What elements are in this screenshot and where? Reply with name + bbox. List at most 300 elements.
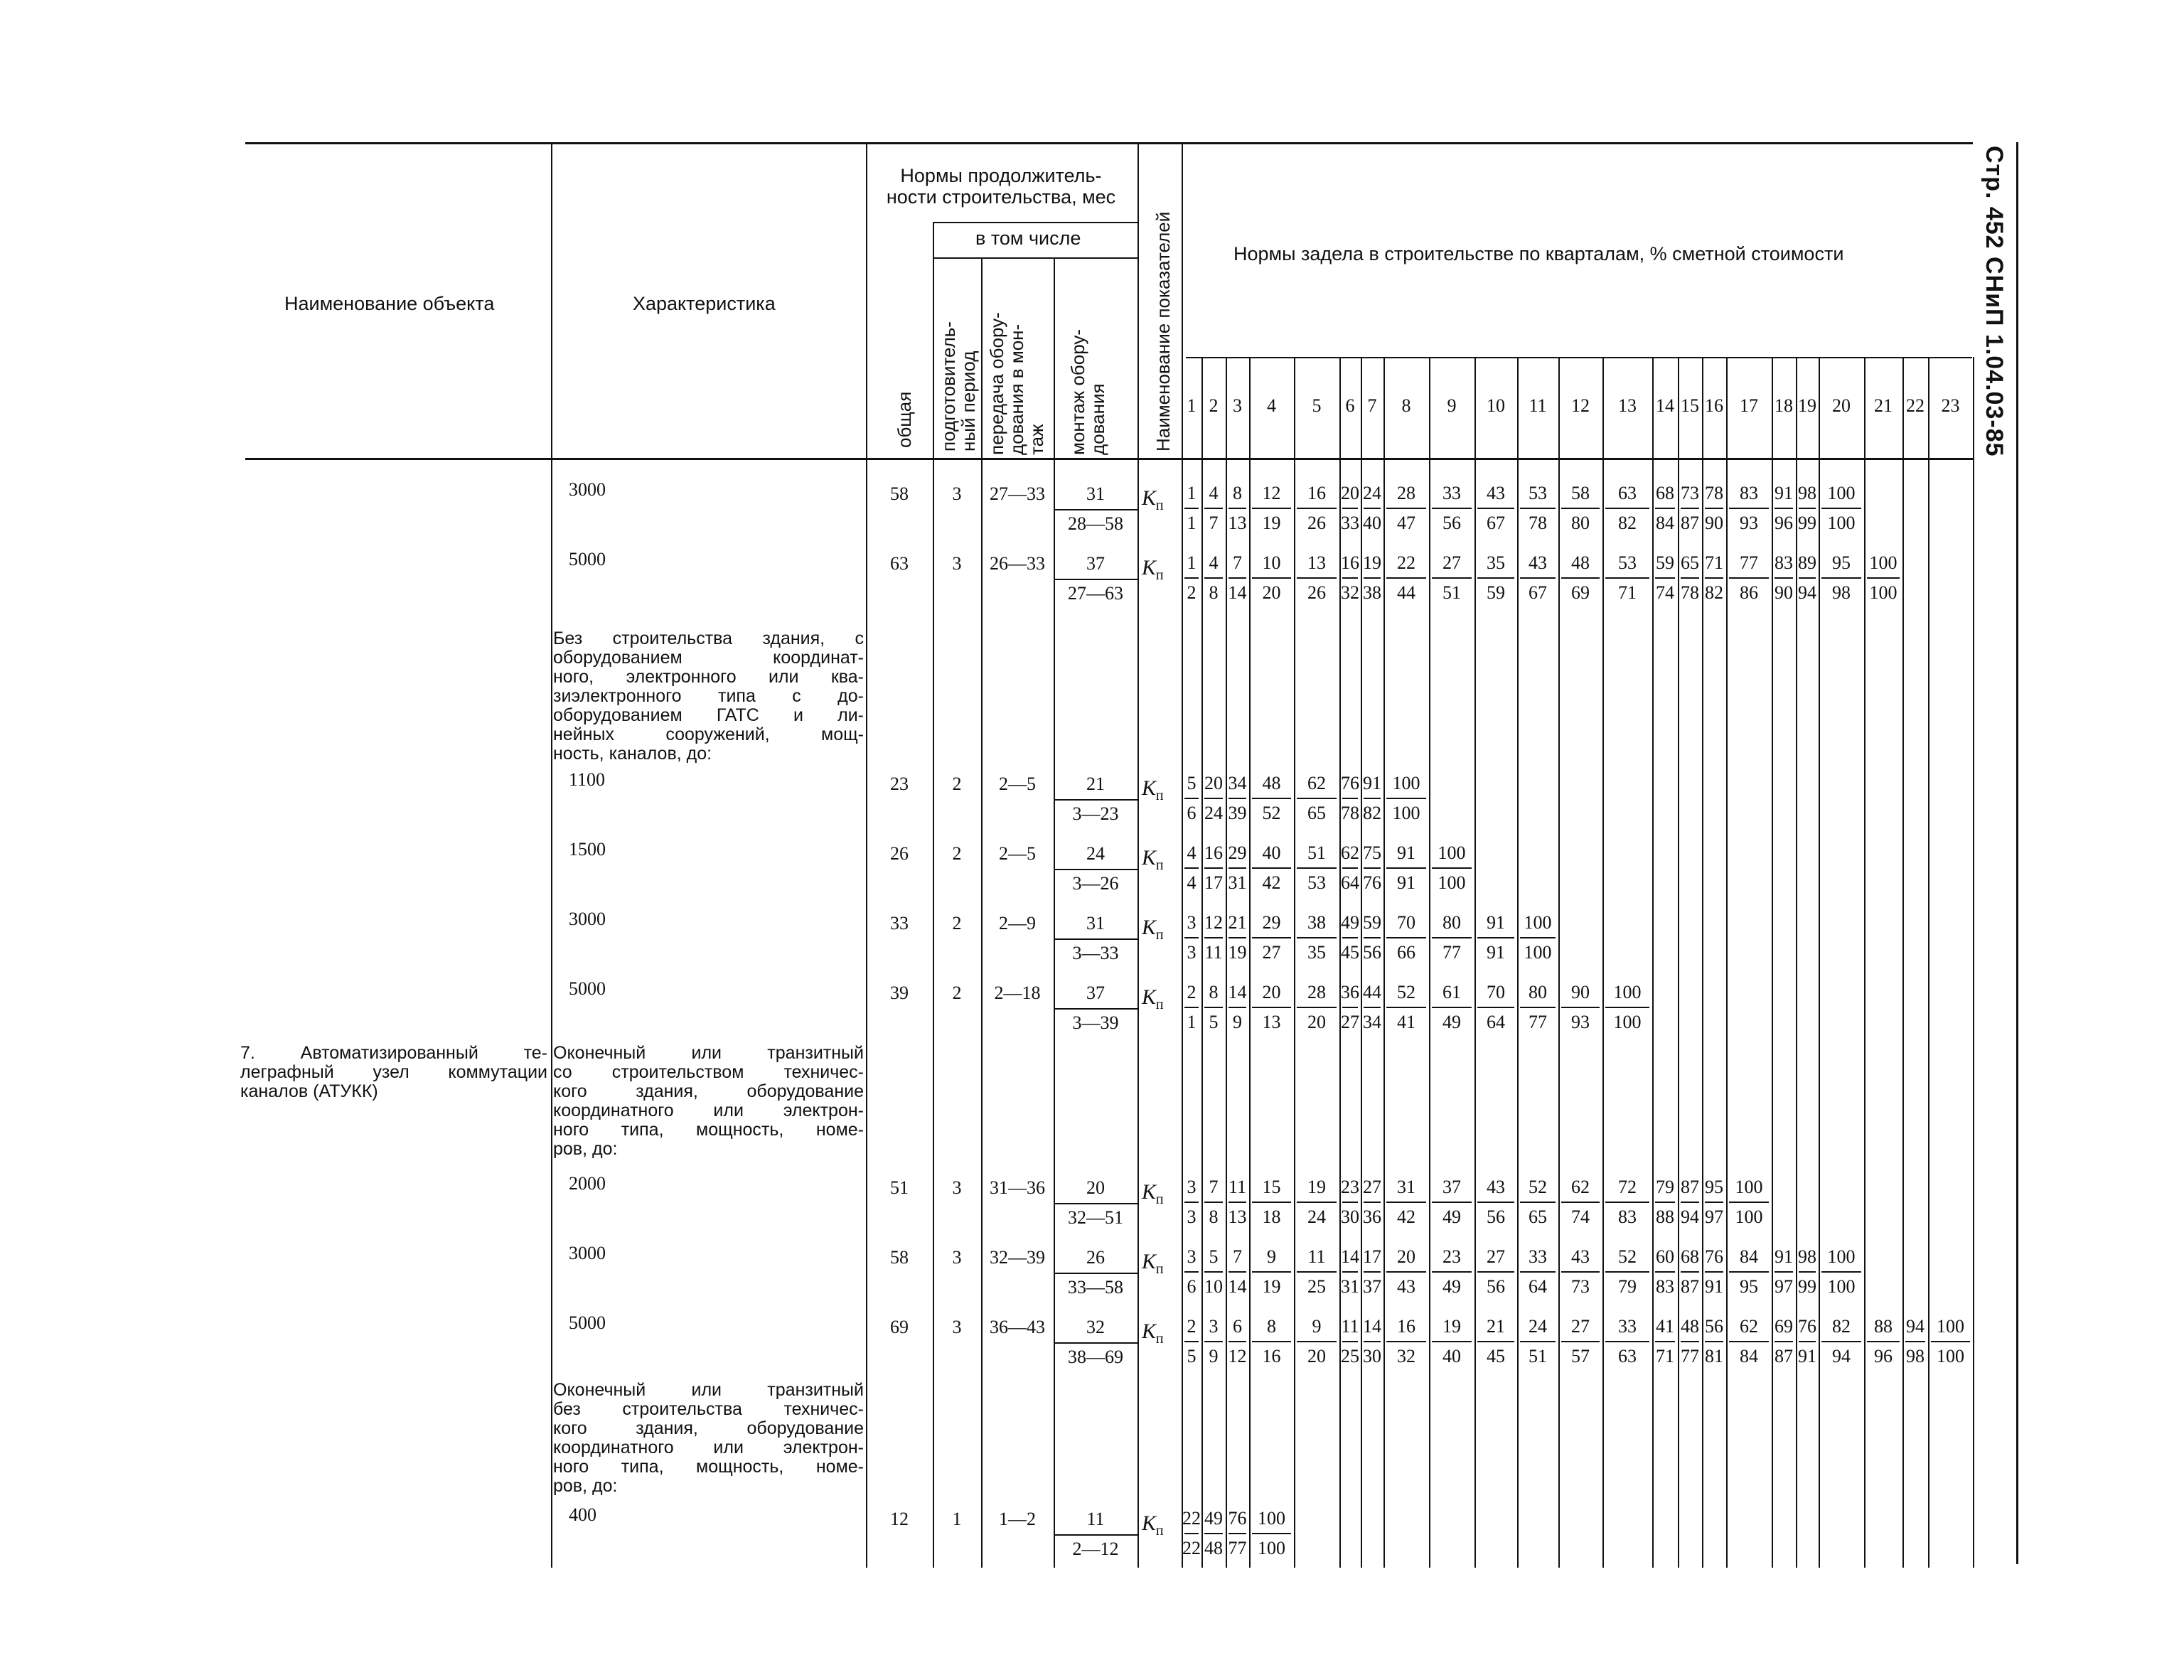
backlog-fraction-bar xyxy=(1477,937,1514,938)
backlog-value-q13-cumulative: 71 xyxy=(1618,582,1637,603)
description-with-building: Оконечный или транзитный со строительством техничес- кого здания, оборудование координатного или электрон- ного типа, мощность, номе- ров, до: xyxy=(553,1043,864,1159)
backlog-fraction-bar xyxy=(1364,867,1381,869)
backlog-value-q21: 88 xyxy=(1874,1316,1893,1337)
backlog-value-q1-cumulative: 4 xyxy=(1187,872,1197,893)
backlog-value-q2-cumulative: 24 xyxy=(1204,803,1223,823)
indicator-kp: $К_п$ xyxy=(1142,1320,1164,1347)
backlog-value-q13: 63 xyxy=(1618,483,1637,503)
backlog-value-q5-cumulative: 35 xyxy=(1307,942,1326,963)
backlog-value-q12-cumulative: 80 xyxy=(1571,513,1590,533)
backlog-value-q5: 11 xyxy=(1307,1246,1326,1267)
backlog-value-q8-cumulative: 43 xyxy=(1397,1276,1415,1297)
backlog-fraction-bar xyxy=(1729,1341,1769,1342)
backlog-value-q20: 82 xyxy=(1832,1316,1851,1337)
backlog-value-q19-cumulative: 99 xyxy=(1798,513,1816,533)
backlog-fraction-bar xyxy=(1729,577,1769,579)
backlog-value-q14: 79 xyxy=(1656,1177,1674,1197)
header-prep-period: подготовитель- ный период xyxy=(938,321,979,451)
backlog-value-q11-cumulative: 51 xyxy=(1529,1346,1547,1366)
backlog-value-q2-cumulative: 9 xyxy=(1209,1346,1219,1366)
mounting-range: 32—51 xyxy=(1068,1207,1123,1228)
backlog-value-q16-cumulative: 81 xyxy=(1705,1346,1723,1366)
backlog-value-q10: 70 xyxy=(1487,982,1505,1002)
backlog-value-q4: 15 xyxy=(1262,1177,1281,1197)
backlog-fraction-bar xyxy=(1184,867,1199,869)
backlog-fraction-bar xyxy=(1204,937,1223,938)
backlog-value-q11: 24 xyxy=(1529,1316,1547,1337)
capacity-value: 3000 xyxy=(569,1243,606,1263)
backlog-fraction-bar xyxy=(1821,577,1861,579)
backlog-value-q7: 24 xyxy=(1363,483,1381,503)
backlog-fraction-bar xyxy=(1342,937,1358,938)
transfer-value: 32—39 xyxy=(990,1247,1045,1268)
backlog-value-q16: 95 xyxy=(1705,1177,1723,1197)
indicator-kp: $К_п$ xyxy=(1142,916,1164,943)
backlog-value-q1: 3 xyxy=(1187,1177,1197,1197)
backlog-value-q3: 6 xyxy=(1233,1316,1242,1337)
backlog-fraction-bar xyxy=(1252,937,1291,938)
backlog-value-q7-cumulative: 30 xyxy=(1363,1346,1381,1366)
backlog-fraction-bar xyxy=(1184,577,1199,579)
backlog-value-q18-cumulative: 97 xyxy=(1774,1276,1793,1297)
backlog-fraction-bar xyxy=(1228,1271,1246,1273)
quarter-header-9: 9 xyxy=(1447,395,1457,416)
backlog-fraction-bar xyxy=(1364,1007,1381,1008)
backlog-fraction-bar xyxy=(1705,508,1723,509)
backlog-fraction-bar xyxy=(1432,1007,1472,1008)
prep-period-value: 3 xyxy=(952,1317,962,1337)
indicator-kp: $К_п$ xyxy=(1142,985,1164,1012)
backlog-fraction-bar xyxy=(1774,577,1793,579)
backlog-value-q7: 44 xyxy=(1363,982,1381,1002)
backlog-value-q12: 90 xyxy=(1571,982,1590,1002)
mounting-value: 37 xyxy=(1086,553,1105,574)
mounting-range: 2—12 xyxy=(1072,1539,1119,1559)
backlog-value-q5: 16 xyxy=(1307,483,1326,503)
quarter-header-1: 1 xyxy=(1187,395,1197,416)
backlog-value-q9: 100 xyxy=(1438,842,1466,863)
backlog-fraction-bar xyxy=(1252,508,1291,509)
backlog-value-q10: 21 xyxy=(1487,1316,1505,1337)
backlog-value-q9: 80 xyxy=(1442,912,1461,933)
backlog-value-q13-cumulative: 100 xyxy=(1613,1012,1642,1032)
backlog-fraction-bar xyxy=(1432,1271,1472,1273)
backlog-fraction-bar xyxy=(1297,1271,1337,1273)
backlog-fraction-bar xyxy=(1364,577,1381,579)
backlog-value-q10: 35 xyxy=(1487,552,1505,573)
backlog-fraction-bar xyxy=(1364,937,1381,938)
backlog-value-q5-cumulative: 53 xyxy=(1307,872,1326,893)
mounting-range: 3—23 xyxy=(1072,803,1119,824)
mounting-range: 3—26 xyxy=(1072,873,1119,894)
backlog-value-q4-cumulative: 18 xyxy=(1262,1207,1281,1227)
quarter-header-10: 10 xyxy=(1487,395,1505,416)
backlog-value-q7-cumulative: 36 xyxy=(1363,1207,1381,1227)
backlog-value-q11-cumulative: 67 xyxy=(1529,582,1547,603)
quarter-header-8: 8 xyxy=(1401,395,1411,416)
backlog-value-q3: 7 xyxy=(1233,1246,1242,1267)
backlog-value-q9: 27 xyxy=(1442,552,1461,573)
backlog-fraction-bar xyxy=(1342,867,1358,869)
backlog-fraction-bar xyxy=(1386,1007,1426,1008)
quarter-header-2: 2 xyxy=(1209,395,1219,416)
header-duration-group: Нормы продолжитель- ности строительства, мес xyxy=(886,165,1116,208)
backlog-value-q10-cumulative: 91 xyxy=(1487,942,1505,963)
backlog-fraction-bar xyxy=(1342,798,1358,799)
backlog-fraction-bar xyxy=(1228,577,1246,579)
backlog-value-q19: 89 xyxy=(1798,552,1816,573)
backlog-fraction-bar xyxy=(1799,1271,1816,1273)
backlog-value-q12: 48 xyxy=(1571,552,1590,573)
quarter-header-7: 7 xyxy=(1367,395,1377,416)
backlog-fraction-bar xyxy=(1252,1202,1291,1203)
backlog-value-q18-cumulative: 90 xyxy=(1774,582,1793,603)
backlog-value-q16-cumulative: 82 xyxy=(1705,582,1723,603)
backlog-value-q4-cumulative: 52 xyxy=(1262,803,1281,823)
backlog-fraction-bar xyxy=(1297,798,1337,799)
backlog-fraction-bar xyxy=(1605,508,1649,509)
backlog-value-q13-cumulative: 79 xyxy=(1618,1276,1637,1297)
capacity-value: 400 xyxy=(569,1504,596,1525)
mounting-fraction-bar xyxy=(1054,1203,1138,1204)
backlog-value-q13: 72 xyxy=(1618,1177,1637,1197)
backlog-value-q3: 8 xyxy=(1233,483,1242,503)
backlog-fraction-bar xyxy=(1729,508,1769,509)
backlog-fraction-bar xyxy=(1681,508,1699,509)
backlog-value-q4: 100 xyxy=(1258,1508,1285,1529)
backlog-fraction-bar xyxy=(1681,1341,1699,1342)
backlog-fraction-bar xyxy=(1655,1271,1675,1273)
backlog-value-q19: 98 xyxy=(1798,1246,1816,1267)
backlog-value-q17: 84 xyxy=(1740,1246,1758,1267)
backlog-value-q9-cumulative: 49 xyxy=(1442,1276,1461,1297)
backlog-value-q17-cumulative: 93 xyxy=(1740,513,1758,533)
backlog-value-q2-cumulative: 17 xyxy=(1204,872,1223,893)
backlog-value-q12-cumulative: 74 xyxy=(1571,1207,1590,1227)
backlog-value-q22-cumulative: 98 xyxy=(1906,1346,1925,1366)
backlog-value-q14-cumulative: 88 xyxy=(1656,1207,1674,1227)
backlog-fraction-bar xyxy=(1342,1271,1358,1273)
backlog-value-q5: 28 xyxy=(1307,982,1326,1002)
backlog-value-q16-cumulative: 97 xyxy=(1705,1207,1723,1227)
backlog-value-q10-cumulative: 56 xyxy=(1487,1276,1505,1297)
backlog-fraction-bar xyxy=(1605,577,1649,579)
backlog-value-q18-cumulative: 87 xyxy=(1774,1346,1793,1366)
quarter-header-17: 17 xyxy=(1740,395,1758,416)
backlog-fraction-bar xyxy=(1364,798,1381,799)
backlog-value-q3: 34 xyxy=(1228,773,1247,793)
backlog-value-q3-cumulative: 12 xyxy=(1228,1346,1247,1366)
backlog-fraction-bar xyxy=(1228,508,1246,509)
backlog-value-q1: 3 xyxy=(1187,912,1197,933)
backlog-value-q10-cumulative: 67 xyxy=(1487,513,1505,533)
backlog-value-q18: 69 xyxy=(1774,1316,1793,1337)
backlog-value-q9-cumulative: 56 xyxy=(1442,513,1461,533)
transfer-value: 2—9 xyxy=(999,913,1036,933)
backlog-value-q5-cumulative: 65 xyxy=(1307,803,1326,823)
backlog-value-q17: 62 xyxy=(1740,1316,1758,1337)
backlog-value-q4-cumulative: 27 xyxy=(1262,942,1281,963)
backlog-value-q9-cumulative: 49 xyxy=(1442,1012,1461,1032)
prep-period-value: 3 xyxy=(952,1177,962,1198)
backlog-fraction-bar xyxy=(1821,1271,1861,1273)
backlog-value-q1-cumulative: 5 xyxy=(1187,1346,1197,1366)
prep-period-value: 3 xyxy=(952,483,962,504)
backlog-value-q17-cumulative: 84 xyxy=(1740,1346,1758,1366)
backlog-value-q3-cumulative: 14 xyxy=(1228,1276,1247,1297)
mounting-fraction-bar xyxy=(1054,509,1138,510)
backlog-fraction-bar xyxy=(1184,1271,1199,1273)
backlog-fraction-bar xyxy=(1342,1007,1358,1008)
backlog-fraction-bar xyxy=(1297,508,1337,509)
backlog-fraction-bar xyxy=(1342,508,1358,509)
backlog-fraction-bar xyxy=(1520,1271,1556,1273)
backlog-value-q6-cumulative: 64 xyxy=(1341,872,1359,893)
backlog-fraction-bar xyxy=(1364,1202,1381,1203)
backlog-value-q4: 20 xyxy=(1262,982,1281,1002)
backlog-fraction-bar xyxy=(1681,1202,1699,1203)
backlog-value-q8: 20 xyxy=(1397,1246,1415,1267)
backlog-value-q15-cumulative: 87 xyxy=(1681,513,1699,533)
backlog-fraction-bar xyxy=(1252,1533,1291,1534)
mounting-fraction-bar xyxy=(1054,869,1138,870)
backlog-fraction-bar xyxy=(1342,577,1358,579)
backlog-value-q19: 98 xyxy=(1798,483,1816,503)
backlog-fraction-bar xyxy=(1432,867,1472,869)
backlog-value-q1-cumulative: 6 xyxy=(1187,803,1197,823)
backlog-value-q2: 20 xyxy=(1204,773,1223,793)
description-without-building: Оконечный или транзитный без строительства техничес- кого здания, оборудование координатного или электрон- ного типа, мощность, номе- ров, до: xyxy=(553,1380,864,1496)
backlog-fraction-bar xyxy=(1204,1341,1223,1342)
backlog-fraction-bar xyxy=(1655,577,1675,579)
backlog-value-q6: 49 xyxy=(1341,912,1359,933)
backlog-fraction-bar xyxy=(1252,798,1291,799)
quarter-header-20: 20 xyxy=(1832,395,1851,416)
quarter-header-21: 21 xyxy=(1874,395,1893,416)
backlog-value-q8-cumulative: 42 xyxy=(1397,1207,1415,1227)
indicator-kp: $К_п$ xyxy=(1142,846,1164,873)
backlog-fraction-bar xyxy=(1386,798,1426,799)
backlog-value-q14: 59 xyxy=(1656,552,1674,573)
backlog-fraction-bar xyxy=(1204,798,1223,799)
backlog-value-q18-cumulative: 96 xyxy=(1774,513,1793,533)
backlog-value-q8: 28 xyxy=(1397,483,1415,503)
backlog-value-q2-cumulative: 7 xyxy=(1209,513,1219,533)
mounting-range: 3—33 xyxy=(1072,943,1119,963)
mounting-value: 20 xyxy=(1086,1177,1105,1198)
backlog-fraction-bar xyxy=(1561,1271,1600,1273)
backlog-fraction-bar xyxy=(1477,1341,1514,1342)
backlog-fraction-bar xyxy=(1477,577,1514,579)
backlog-value-q18: 91 xyxy=(1774,483,1793,503)
backlog-value-q17: 100 xyxy=(1735,1177,1763,1197)
backlog-value-q6: 62 xyxy=(1341,842,1359,863)
mounting-value: 32 xyxy=(1086,1317,1105,1337)
backlog-value-q12: 58 xyxy=(1571,483,1590,503)
capacity-value: 5000 xyxy=(569,549,606,569)
backlog-value-q8-cumulative: 91 xyxy=(1397,872,1415,893)
backlog-value-q11-cumulative: 100 xyxy=(1524,942,1552,963)
backlog-value-q17-cumulative: 100 xyxy=(1735,1207,1763,1227)
backlog-value-q9-cumulative: 77 xyxy=(1442,942,1461,963)
backlog-value-q15-cumulative: 78 xyxy=(1681,582,1699,603)
backlog-fraction-bar xyxy=(1204,1533,1223,1534)
backlog-fraction-bar xyxy=(1228,798,1246,799)
duration-total: 23 xyxy=(890,774,909,794)
backlog-fraction-bar xyxy=(1252,1007,1291,1008)
backlog-value-q8: 70 xyxy=(1397,912,1415,933)
backlog-fraction-bar xyxy=(1655,1202,1675,1203)
backlog-value-q8: 16 xyxy=(1397,1316,1415,1337)
mounting-range: 28—58 xyxy=(1068,513,1123,534)
duration-total: 33 xyxy=(890,913,909,933)
backlog-value-q17-cumulative: 86 xyxy=(1740,582,1758,603)
backlog-fraction-bar xyxy=(1774,1271,1793,1273)
header-object-name: Наименование объекта xyxy=(284,293,495,314)
quarter-header-6: 6 xyxy=(1345,395,1355,416)
backlog-fraction-bar xyxy=(1432,1341,1472,1342)
backlog-fraction-bar xyxy=(1364,508,1381,509)
backlog-fraction-bar xyxy=(1655,1341,1675,1342)
backlog-value-q4: 29 xyxy=(1262,912,1281,933)
backlog-value-q11: 52 xyxy=(1529,1177,1547,1197)
quarter-header-3: 3 xyxy=(1233,395,1242,416)
backlog-fraction-bar xyxy=(1184,937,1199,938)
backlog-value-q12-cumulative: 69 xyxy=(1571,582,1590,603)
backlog-value-q1-cumulative: 3 xyxy=(1187,1207,1197,1227)
duration-total: 12 xyxy=(890,1509,909,1529)
indicator-kp: $К_п$ xyxy=(1142,1250,1164,1277)
backlog-value-q13: 33 xyxy=(1618,1316,1637,1337)
indicator-kp: $К_п$ xyxy=(1142,486,1164,513)
backlog-value-q14-cumulative: 74 xyxy=(1656,582,1674,603)
backlog-value-q11: 53 xyxy=(1529,483,1547,503)
backlog-fraction-bar xyxy=(1681,1271,1699,1273)
duration-total: 58 xyxy=(890,1247,909,1268)
backlog-value-q4: 10 xyxy=(1262,552,1281,573)
backlog-value-q7-cumulative: 34 xyxy=(1363,1012,1381,1032)
transfer-value: 36—43 xyxy=(990,1317,1045,1337)
backlog-fraction-bar xyxy=(1297,1202,1337,1203)
backlog-fraction-bar xyxy=(1386,1202,1426,1203)
backlog-fraction-bar xyxy=(1705,1202,1723,1203)
prep-period-value: 2 xyxy=(952,913,962,933)
backlog-value-q2-cumulative: 48 xyxy=(1204,1538,1223,1558)
backlog-fraction-bar xyxy=(1477,1202,1514,1203)
backlog-value-q11-cumulative: 78 xyxy=(1529,513,1547,533)
backlog-value-q3-cumulative: 19 xyxy=(1228,942,1247,963)
backlog-value-q9: 37 xyxy=(1442,1177,1461,1197)
backlog-fraction-bar xyxy=(1228,1341,1246,1342)
backlog-value-q9-cumulative: 49 xyxy=(1442,1207,1461,1227)
backlog-value-q2: 8 xyxy=(1209,982,1219,1002)
backlog-fraction-bar xyxy=(1228,867,1246,869)
backlog-fraction-bar xyxy=(1432,1202,1472,1203)
backlog-fraction-bar xyxy=(1821,1341,1861,1342)
backlog-fraction-bar xyxy=(1477,508,1514,509)
backlog-value-q3-cumulative: 31 xyxy=(1228,872,1247,893)
backlog-value-q9-cumulative: 100 xyxy=(1438,872,1466,893)
mounting-range: 27—63 xyxy=(1068,583,1123,604)
backlog-fraction-bar xyxy=(1520,1007,1556,1008)
transfer-value: 2—18 xyxy=(994,983,1041,1003)
backlog-fraction-bar xyxy=(1931,1341,1970,1342)
backlog-value-q8: 31 xyxy=(1397,1177,1415,1197)
backlog-value-q6: 23 xyxy=(1341,1177,1359,1197)
backlog-fraction-bar xyxy=(1386,508,1426,509)
mounting-value: 11 xyxy=(1086,1509,1105,1529)
backlog-fraction-bar xyxy=(1561,1341,1600,1342)
backlog-fraction-bar xyxy=(1729,1202,1769,1203)
duration-total: 39 xyxy=(890,983,909,1003)
transfer-value: 31—36 xyxy=(990,1177,1045,1198)
backlog-fraction-bar xyxy=(1561,1202,1600,1203)
backlog-value-q12: 27 xyxy=(1571,1316,1590,1337)
backlog-value-q2: 4 xyxy=(1209,483,1219,503)
backlog-fraction-bar xyxy=(1184,1341,1199,1342)
backlog-value-q12-cumulative: 93 xyxy=(1571,1012,1590,1032)
backlog-value-q7-cumulative: 56 xyxy=(1363,942,1381,963)
backlog-value-q3-cumulative: 77 xyxy=(1228,1538,1247,1558)
backlog-fraction-bar xyxy=(1342,1341,1358,1342)
quarter-header-23: 23 xyxy=(1941,395,1960,416)
backlog-value-q15: 48 xyxy=(1681,1316,1699,1337)
backlog-value-q3-cumulative: 14 xyxy=(1228,582,1247,603)
backlog-value-q17-cumulative: 95 xyxy=(1740,1276,1758,1297)
backlog-value-q4-cumulative: 13 xyxy=(1262,1012,1281,1032)
backlog-value-q4: 8 xyxy=(1267,1316,1276,1337)
backlog-fraction-bar xyxy=(1297,577,1337,579)
backlog-value-q10-cumulative: 56 xyxy=(1487,1207,1505,1227)
backlog-value-q7: 75 xyxy=(1363,842,1381,863)
transfer-value: 2—5 xyxy=(999,774,1036,794)
quarter-header-22: 22 xyxy=(1906,395,1925,416)
backlog-value-q6: 76 xyxy=(1341,773,1359,793)
backlog-value-q5: 9 xyxy=(1312,1316,1322,1337)
backlog-fraction-bar xyxy=(1184,1533,1199,1534)
backlog-value-q6-cumulative: 78 xyxy=(1341,803,1359,823)
mounting-fraction-bar xyxy=(1054,579,1138,580)
backlog-fraction-bar xyxy=(1432,577,1472,579)
backlog-value-q1: 1 xyxy=(1187,552,1197,573)
description-no-building: Без строительства здания, с оборудованием координат- ного, электронного или ква- зиэлектронного типа с до- оборудованием ГАТС и ли- нейных сооружений, мощ- ность, каналов, до: xyxy=(553,628,864,764)
backlog-value-q20-cumulative: 100 xyxy=(1827,513,1856,533)
backlog-value-q6-cumulative: 27 xyxy=(1341,1012,1359,1032)
prep-period-value: 3 xyxy=(952,1247,962,1268)
backlog-value-q9: 19 xyxy=(1442,1316,1461,1337)
backlog-value-q8-cumulative: 32 xyxy=(1397,1346,1415,1366)
quarter-header-13: 13 xyxy=(1618,395,1637,416)
backlog-value-q4-cumulative: 20 xyxy=(1262,582,1281,603)
backlog-fraction-bar xyxy=(1799,577,1816,579)
backlog-value-q10: 43 xyxy=(1487,483,1505,503)
transfer-value: 26—33 xyxy=(990,553,1045,574)
backlog-value-q3: 14 xyxy=(1228,982,1247,1002)
capacity-value: 1500 xyxy=(569,839,606,860)
duration-total: 63 xyxy=(890,553,909,574)
backlog-value-q20: 100 xyxy=(1827,1246,1856,1267)
backlog-value-q16-cumulative: 90 xyxy=(1705,513,1723,533)
backlog-fraction-bar xyxy=(1228,1533,1246,1534)
backlog-value-q2: 12 xyxy=(1204,912,1223,933)
indicator-kp: $К_п$ xyxy=(1142,776,1164,803)
backlog-value-q14: 68 xyxy=(1656,483,1674,503)
header-transfer: передача обору- дования в мон- таж xyxy=(986,312,1047,455)
mounting-value: 26 xyxy=(1086,1247,1105,1268)
mounting-range: 33—58 xyxy=(1068,1277,1123,1298)
backlog-fraction-bar xyxy=(1252,577,1291,579)
quarter-header-18: 18 xyxy=(1774,395,1793,416)
